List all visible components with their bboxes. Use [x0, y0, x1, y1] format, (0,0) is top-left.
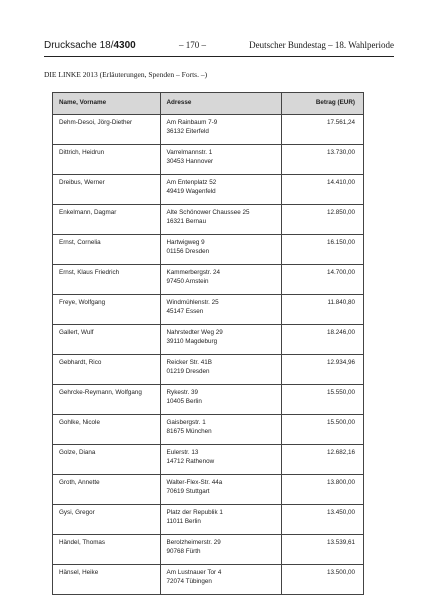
address-city: 01219 Dresden [166, 367, 210, 375]
cell-name: Ernst, Klaus Friedrich [53, 265, 161, 295]
address-city: 49419 Wagenfeld [166, 187, 216, 195]
cell-address [160, 475, 282, 505]
address-street: Windmühlenstr. 25 [166, 299, 219, 306]
cell-amount: 11.840,80 [282, 295, 364, 325]
address-street: Alte Schönower Chaussee 25 [166, 209, 250, 216]
table-row [53, 445, 364, 475]
cell-address [160, 505, 282, 535]
cell-amount: 17.561,24 [282, 115, 364, 145]
address-street: Berolzheimerstr. 29 [166, 539, 221, 546]
cell-address [160, 355, 282, 385]
cell-name: Dittrich, Heidrun [53, 145, 161, 175]
cell-name: Enkelmann, Dagmar [53, 205, 161, 235]
address-street: Walter-Flex-Str. 44a [166, 479, 223, 486]
address-street: Nahrstedter Weg 29 [166, 329, 223, 336]
donations-table [52, 92, 364, 595]
cell-address [160, 295, 282, 325]
table-row [53, 535, 364, 565]
cell-amount: 13.539,61 [282, 535, 364, 565]
cell-name: Golze, Diana [53, 445, 161, 475]
cell-amount: 12.850,00 [282, 205, 364, 235]
address-street: Platz der Republik 1 [166, 509, 223, 516]
cell-address [160, 205, 282, 235]
header-rule [44, 56, 394, 57]
cell-address [160, 565, 282, 595]
address-city: 11011 Berlin [166, 517, 201, 525]
cell-amount: 12.934,96 [282, 355, 364, 385]
cell-address [160, 265, 282, 295]
cell-amount: 14.410,00 [282, 175, 364, 205]
cell-address [160, 385, 282, 415]
cell-amount: 12.682,16 [282, 445, 364, 475]
address-street: Rykestr. 39 [166, 389, 198, 396]
section-subtitle: DIE LINKE 2013 (Erläuterungen, Spenden – Forts. –) [44, 70, 208, 79]
cell-name: Gebhardt, Rico [53, 355, 161, 385]
cell-name: Dreibus, Werner [53, 175, 161, 205]
page-header [44, 40, 394, 54]
address-city: 36132 Eiterfeld [166, 127, 209, 135]
cell-name: Händel, Thomas [53, 535, 161, 565]
address-city: 81675 München [166, 427, 212, 435]
address-city: 70619 Stuttgart [166, 487, 210, 495]
table-row [53, 415, 364, 445]
column-header-amount: Betrag (EUR) [282, 93, 364, 115]
page-number: – 170 – [178, 40, 206, 50]
cell-name: Ernst, Cornelia [53, 235, 161, 265]
cell-address [160, 235, 282, 265]
table-row [53, 205, 364, 235]
address-city: 45147 Essen [166, 307, 204, 315]
cell-amount: 16.150,00 [282, 235, 364, 265]
cell-name: Gohlke, Nicole [53, 415, 161, 445]
cell-amount: 15.500,00 [282, 415, 364, 445]
cell-name: Hänsel, Heike [53, 565, 161, 595]
cell-name: Gallert, Wulf [53, 325, 161, 355]
cell-address [160, 535, 282, 565]
address-street: Am Entenplatz 52 [166, 179, 217, 186]
cell-name: Dehm-Desoi, Jörg-Diether [53, 115, 161, 145]
table-row [53, 145, 364, 175]
cell-address [160, 115, 282, 145]
cell-amount: 13.730,00 [282, 145, 364, 175]
address-city: 39110 Magdeburg [166, 337, 218, 345]
address-street: Varrelmannstr. 1 [166, 149, 213, 156]
cell-name: Gehrcke-Reymann, Wolfgang [53, 385, 161, 415]
column-header-name: Name, Vorname [53, 93, 161, 115]
cell-address [160, 175, 282, 205]
document-id-label: Drucksache 18/ [44, 40, 114, 51]
table-row [53, 295, 364, 325]
address-street: Eulerstr. 13 [166, 449, 199, 456]
address-city: 72074 Tübingen [166, 577, 212, 585]
table-row [53, 475, 364, 505]
parliament-label: Deutscher Bundestag – 18. Wahlperiode [249, 40, 394, 50]
address-city: 30453 Hannover [166, 157, 214, 165]
cell-address [160, 325, 282, 355]
address-street: Am Lustnauer Tor 4 [166, 569, 222, 576]
table-row [53, 565, 364, 595]
cell-amount: 13.800,00 [282, 475, 364, 505]
address-city: 97450 Arnstein [166, 277, 209, 285]
address-city: 16321 Bernau [166, 217, 207, 225]
table-row [53, 115, 364, 145]
address-street: Reicker Str. 41B [166, 359, 212, 366]
table-row [53, 355, 364, 385]
cell-name: Freye, Wolfgang [53, 295, 161, 325]
address-street: Hartwigweg 9 [166, 239, 205, 246]
document-id [44, 40, 136, 51]
address-city: 01156 Dresden [166, 247, 210, 255]
cell-amount: 14.700,00 [282, 265, 364, 295]
cell-address [160, 415, 282, 445]
table-row [53, 235, 364, 265]
address-city: 90768 Fürth [166, 547, 201, 555]
table-row [53, 175, 364, 205]
cell-name: Groth, Annette [53, 475, 161, 505]
table-row [53, 325, 364, 355]
column-header-address: Adresse [160, 93, 282, 115]
table-row [53, 505, 364, 535]
address-street: Gaisbergstr. 1 [166, 419, 206, 426]
document-number: 4300 [113, 40, 136, 51]
address-city: 14712 Rathenow [166, 457, 215, 465]
cell-address [160, 445, 282, 475]
address-street: Kammerbergstr. 24 [166, 269, 221, 276]
cell-name: Gysi, Gregor [53, 505, 161, 535]
cell-amount: 15.550,00 [282, 385, 364, 415]
table-row [53, 265, 364, 295]
cell-amount: 13.500,00 [282, 565, 364, 595]
address-street: Am Rainbaum 7-9 [166, 119, 218, 126]
cell-amount: 18.246,00 [282, 325, 364, 355]
table-row [53, 385, 364, 415]
cell-amount: 13.450,00 [282, 505, 364, 535]
address-city: 10405 Berlin [166, 397, 202, 405]
cell-address [160, 145, 282, 175]
table-header-row [53, 93, 364, 115]
